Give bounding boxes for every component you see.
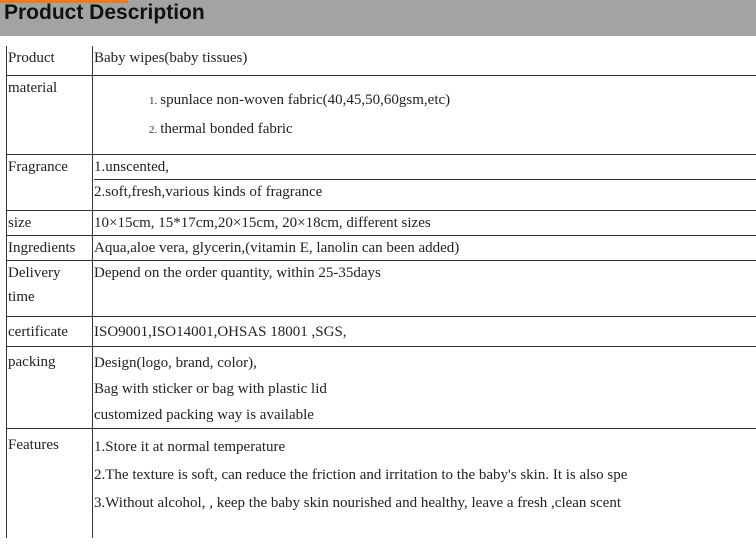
row-value-delivery: [93, 260, 756, 316]
value-line: 2.The texture is soft, can reduce the friction and irritation to the baby's skin. It is also spe: [94, 466, 628, 483]
table-row: [7, 428, 756, 538]
list-item: [149, 115, 756, 144]
list-text: spunlace non-woven fabric(40,45,50,60gsm,etc): [160, 91, 451, 108]
row-label-features: Features: [7, 428, 93, 538]
list-item: [149, 86, 756, 115]
value-line: 2.soft,fresh,various kinds of fragrance: [94, 183, 323, 200]
value-line: 1.Store it at normal temperature: [94, 438, 286, 455]
value-line: 3.Without alcohol, , keep the baby skin nourished and healthy, leave a fresh ,clean scent: [94, 494, 621, 511]
row-value-ingredients: [93, 235, 756, 260]
row-label-fragrance: Fragrance: [7, 154, 93, 210]
value-line: customized packing way is available: [94, 406, 314, 423]
table-row: [7, 154, 756, 210]
value-line: Bag with sticker or bag with plastic lid: [94, 380, 327, 397]
list-number: 1.: [149, 94, 158, 107]
table-row: [7, 210, 756, 235]
table-row: [7, 75, 756, 154]
value-line: Depend on the order quantity, within 25-35days: [94, 264, 381, 281]
value-line: Baby wipes(baby tissues): [94, 50, 248, 66]
row-label-packing: packing: [7, 346, 93, 428]
row-value-features: [93, 428, 756, 538]
label-line: time: [8, 288, 35, 305]
list-number: 2.: [149, 123, 158, 136]
list-text: thermal bonded fabric: [160, 120, 293, 137]
table-row: [7, 260, 756, 316]
row-value-product: [93, 46, 756, 75]
row-value-packing: [93, 346, 756, 428]
table-row: [7, 235, 756, 260]
table-row: [7, 346, 756, 428]
value-line: Design(logo, brand, color),: [94, 354, 257, 371]
header-bar: [0, 0, 756, 36]
row-value-material: [93, 75, 756, 154]
row-label-delivery: [7, 260, 93, 316]
value-line: Aqua,aloe vera, glycerin,(vitamin E, lanolin can been added): [94, 239, 460, 256]
label-line: Delivery: [8, 264, 61, 281]
row-label-certificate: certificate: [7, 316, 93, 346]
row-label-ingredients: Ingredients: [7, 235, 93, 260]
value-line: 1.unscented,: [94, 155, 756, 180]
row-label-product: Product: [7, 46, 93, 75]
product-spec-table: [6, 46, 756, 538]
row-label-size: size: [7, 210, 93, 235]
page-title: Product Description: [4, 1, 205, 24]
row-value-fragrance: [93, 154, 756, 210]
row-label-material: material: [7, 75, 93, 154]
row-value-certificate: [93, 316, 756, 346]
value-line: 10×15cm, 15*17cm,20×15cm, 20×18cm, different sizes: [94, 214, 431, 231]
value-line: ISO9001,ISO14001,OHSAS 18001 ,SGS,: [94, 323, 347, 340]
table-row: [7, 316, 756, 346]
table-row: [7, 46, 756, 75]
row-value-size: [93, 210, 756, 235]
